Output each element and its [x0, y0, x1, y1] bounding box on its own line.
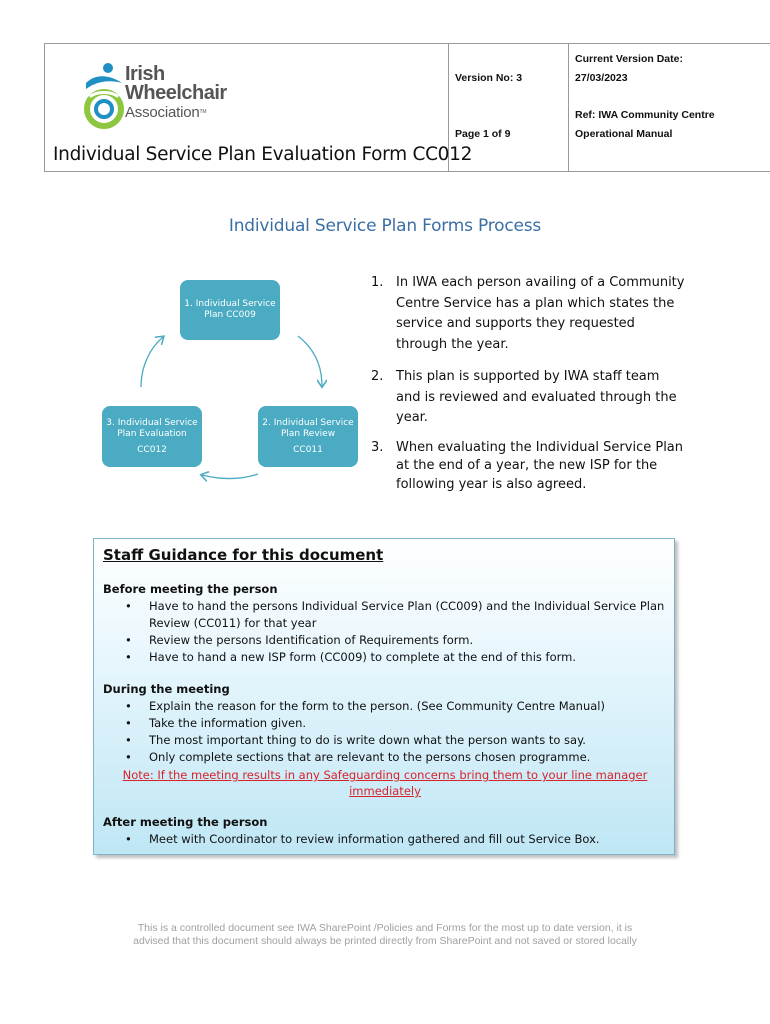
node-label: 2. Individual Service	[262, 417, 354, 428]
logo-trademark: TM	[199, 109, 207, 115]
guidance-text: Take the information given.	[149, 716, 307, 730]
step-text: year.	[396, 410, 428, 425]
version-number: Version No: 3	[455, 72, 523, 84]
guidance-text: Have to hand the persons Individual Service Plan (CC009) and the Individual Service Plan Review (CC011) for that year	[149, 599, 665, 630]
bullet: •	[125, 733, 132, 747]
list-item	[125, 715, 665, 732]
step-number: 3.	[371, 439, 384, 455]
iwa-logo-mark-icon	[82, 61, 126, 131]
bullet: •	[125, 699, 132, 713]
section-title: Individual Service Plan Forms Process	[228, 216, 542, 236]
during-heading: During the meeting	[103, 682, 230, 696]
step-text: at the end of a year, the new ISP for the	[396, 458, 658, 473]
bullet: •	[125, 599, 132, 613]
step-number: 2.	[371, 369, 384, 384]
process-node-review	[258, 406, 358, 467]
node-label: CC011	[293, 444, 323, 455]
step-text: service and supports they requested	[396, 316, 635, 331]
ref-line-2: Operational Manual	[575, 128, 673, 140]
guidance-text: The most important thing to do is write down what the person wants to say.	[149, 733, 586, 747]
step-text: and is reviewed and evaluated through the	[396, 389, 677, 405]
step-text: following year is also agreed.	[396, 476, 587, 492]
step-number: 1.	[371, 275, 384, 290]
arrow-2-to-3-icon	[202, 474, 258, 479]
node-label: Plan CC009	[204, 310, 256, 320]
document-footer	[0, 922, 770, 948]
header-divider	[568, 43, 569, 172]
arrow-3-to-1-icon	[141, 337, 163, 387]
logo-line-2: Wheelchair	[125, 82, 227, 104]
list-item	[125, 749, 665, 766]
node-label: 3. Individual Service	[106, 417, 198, 428]
list-item	[125, 632, 665, 649]
list-item	[371, 273, 691, 355]
process-node-isp	[180, 280, 280, 340]
bullet: •	[125, 650, 132, 664]
step-text: When evaluating the Individual Service Plan	[396, 439, 684, 455]
node-label: 1. Individual Service	[184, 299, 276, 309]
guidance-text: Review the persons Identification of Requirements form.	[149, 633, 474, 647]
safeguarding-note-continued: immediately	[349, 784, 421, 798]
form-title: Individual Service Plan Evaluation Form CC012	[53, 144, 473, 165]
step-text: through the year.	[396, 336, 509, 352]
iwa-logo-wordmark	[125, 65, 227, 122]
node-label: Plan Review	[280, 428, 336, 439]
list-item	[125, 649, 665, 666]
process-steps-list	[371, 273, 691, 494]
iwa-logo	[82, 61, 247, 131]
node-label: CC012	[137, 444, 167, 455]
logo-line-3-text: Association	[125, 104, 200, 121]
step-text: Centre Service has a plan which states the	[396, 295, 675, 311]
page-number: Page 1 of 9	[455, 128, 511, 140]
safeguarding-note: Note: If the meeting results in any Safeguarding concerns bring them to your line manager	[122, 768, 648, 782]
guidance-text: Meet with Coordinator to review information gathered and fill out Service Box.	[149, 832, 600, 846]
list-item	[371, 367, 691, 429]
process-node-evaluation	[102, 406, 202, 467]
guidance-title: Staff Guidance for this document	[103, 546, 384, 564]
before-heading: Before meeting the person	[103, 582, 278, 596]
step-text: This plan is supported by IWA staff team	[396, 369, 660, 384]
logo-line-1: Irish	[125, 63, 165, 85]
list-item	[371, 439, 691, 495]
current-version-label: Current Version Date:	[575, 53, 683, 65]
node-label: Plan Evaluation	[117, 428, 187, 439]
arrow-1-to-2-icon	[298, 336, 322, 386]
footer-line-2: advised that this document should always be printed directly from SharePoint and not saved or stored locally	[133, 935, 637, 947]
list-item	[125, 732, 665, 749]
bullet: •	[125, 832, 132, 846]
logo-line-3	[125, 103, 227, 122]
list-item	[125, 698, 665, 715]
bullet: •	[125, 716, 132, 730]
staff-guidance-box	[93, 538, 675, 855]
footer-line-1: This is a controlled document see IWA SharePoint /Policies and Forms for the most up to date version, it is	[137, 922, 633, 934]
guidance-text: Have to hand a new ISP form (CC009) to complete at the end of this form.	[149, 650, 577, 664]
ref-line-1: Ref: IWA Community Centre	[575, 109, 715, 121]
guidance-text: Only complete sections that are relevant to the persons chosen programme.	[149, 750, 591, 764]
list-item	[125, 598, 665, 632]
list-item	[125, 831, 665, 848]
process-cycle-diagram	[90, 270, 380, 500]
current-version-date: 27/03/2023	[575, 72, 628, 84]
step-text: In IWA each person availing of a Community	[396, 275, 685, 290]
bullet: •	[125, 750, 132, 764]
after-heading: After meeting the person	[103, 815, 268, 829]
bullet: •	[125, 633, 132, 647]
guidance-text: Explain the reason for the form to the person. (See Community Centre Manual)	[149, 699, 605, 713]
document-header	[44, 43, 770, 172]
